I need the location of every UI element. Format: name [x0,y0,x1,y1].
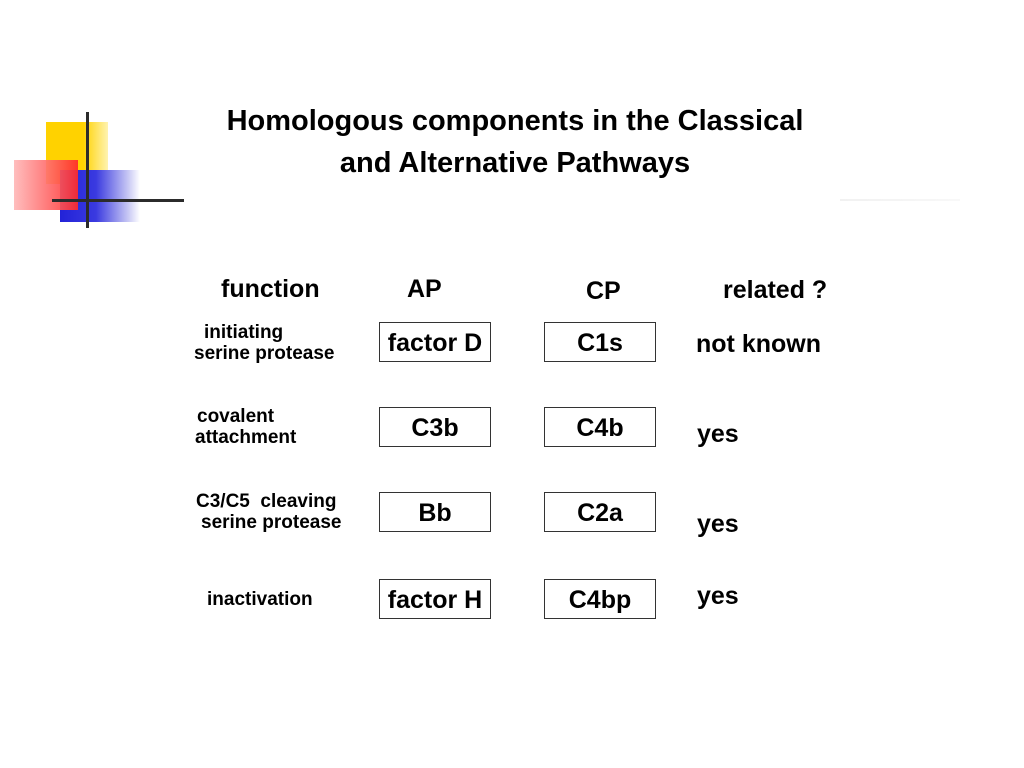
cp-component-box-row-1: C1s [544,322,656,362]
cp-component-box-row-2: C4b [544,407,656,447]
title-line-1: Homologous components in the Classical [226,105,804,137]
function-label-row-4 [207,589,313,610]
slide-title [150,100,880,184]
function-line-2: serine protease [201,512,342,533]
function-line-1: initiating [204,322,284,343]
header-ap: AP [407,275,442,303]
function-line-2: serine protease [194,343,335,364]
ap-component-box-row-3: Bb [379,492,491,532]
logo-horizontal-line [52,199,184,202]
related-value-row-4: yes [697,582,739,610]
ap-component-box-row-1: factor D [379,322,491,362]
header-related: related ? [723,276,828,304]
function-line-2: attachment [195,427,297,448]
function-label-row-1 [194,322,335,364]
function-line-1: inactivation [207,589,313,610]
ap-component-box-row-2: C3b [379,407,491,447]
ap-component-box-row-4: factor H [379,579,491,619]
function-line-1: C3/C5 cleaving [196,491,337,512]
related-value-row-2: yes [697,420,739,448]
related-value-row-3: yes [697,510,739,538]
header-function: function [221,275,320,303]
title-line-2: and Alternative Pathways [339,147,691,179]
function-label-row-2 [197,406,296,448]
function-label-row-3 [196,491,341,533]
cp-component-box-row-4: C4bp [544,579,656,619]
title-rule [840,199,960,201]
function-line-1: covalent [197,406,275,427]
logo-vertical-line [86,112,89,228]
logo-red-square [14,160,78,210]
header-cp: CP [586,277,621,305]
cp-component-box-row-3: C2a [544,492,656,532]
related-value-row-1: not known [696,330,821,358]
